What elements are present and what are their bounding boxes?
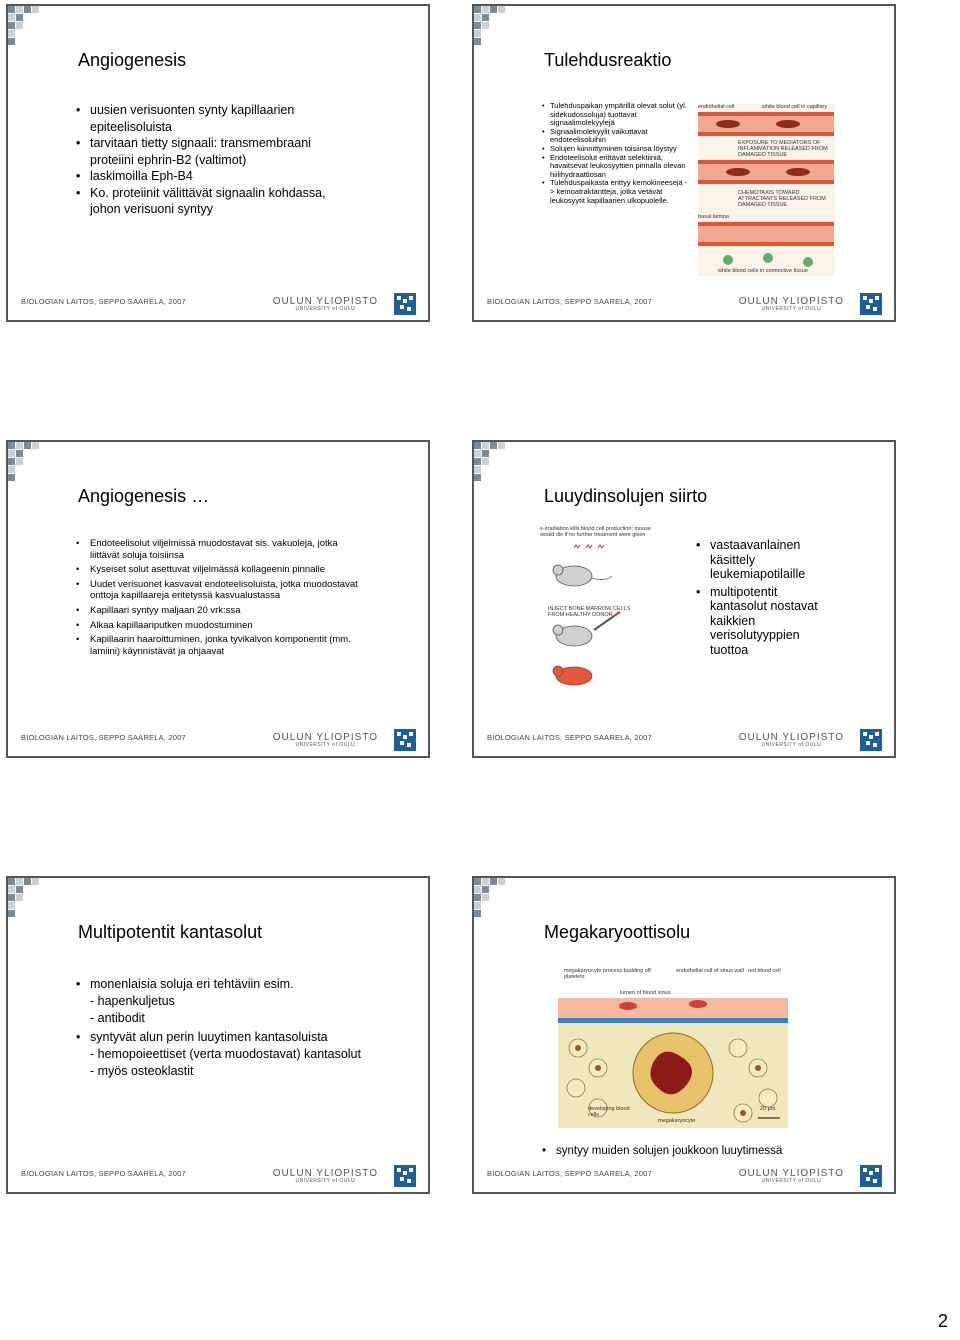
list-item: • Ko. proteiinit välittävät signaalin kohdassa, johon verisuoni syntyy: [74, 185, 354, 218]
decoration-squares-icon: [474, 878, 508, 928]
university-name: OULUN YLIOPISTO: [272, 1168, 378, 1179]
university-name: OULUN YLIOPISTO: [272, 296, 378, 307]
decoration-squares-icon: [8, 878, 42, 928]
university-wordmark: [273, 296, 378, 312]
list-item: • Kapillaari syntyy maljaan 20 vrk:ssa: [74, 605, 364, 617]
figure-label: INJECT BONE MARROW CELLS FROM HEALTHY DONOR: [548, 606, 631, 618]
university-logo-icon: [394, 293, 416, 315]
slide-megakaryoottisolu: [472, 876, 896, 1194]
slide-title: Megakaryoottisolu: [544, 922, 691, 942]
list-item: • Kapillaarin haaroittuminen, jonka tyvikalvon komponentit (mm. lamiini) käynnistävät ja ohjaavat: [74, 634, 364, 657]
university-name: OULUN YLIOPISTO: [738, 1168, 844, 1179]
university-logo-icon: [860, 293, 882, 315]
university-name: OULUN YLIOPISTO: [272, 732, 378, 743]
university-subtitle: UNIVERSITY of OULU: [761, 1178, 822, 1184]
slide-title: Angiogenesis …: [78, 486, 210, 506]
list-item: • multipotentit kantasolut nostavat kaikkien verisolutyyppien tuottoa: [694, 585, 834, 658]
list-item: • laskimoilla Eph-B4: [74, 168, 354, 185]
slide-title: Luuydinsolujen siirto: [544, 486, 708, 506]
list-item: • Endoteelisolut viljelmissä muodostavat sis. vakuoleja, jotka liittävät soluja toisiinsa: [74, 538, 364, 561]
slide-tulehdusreaktio: [472, 4, 896, 322]
bullet-list: [694, 538, 834, 657]
list-item: • Tulehduspaikasta erittyy kemokineesejä -> kemoatraktantteja, jotka vetävät leukosyytit kapillaarien ulkopuolelle.: [540, 179, 688, 205]
figure-label: endothelial cell of sinus wall: [676, 968, 744, 974]
figure-label: basal lamina: [698, 214, 729, 220]
university-subtitle: UNIVERSITY of OULU: [295, 306, 356, 312]
decoration-squares-icon: [8, 6, 42, 56]
figure-label: red blood cell: [748, 968, 781, 974]
bullet-list: [74, 102, 354, 218]
footer-text: BIOLOGIAN LAITOS, SEPPO SAARELA, 2007: [21, 1169, 186, 1178]
university-logo-icon: [394, 1165, 416, 1187]
figure-label: endothelial cell: [698, 104, 735, 110]
bullet-list: [74, 538, 364, 657]
figure-label: white blood cells in connective tissue: [718, 268, 808, 274]
footer-text: BIOLOGIAN LAITOS, SEPPO SAARELA, 2007: [487, 733, 652, 742]
university-logo-icon: [394, 729, 416, 751]
list-item: • tarvitaan tietty signaali: transmembraani proteiini ephrin-B2 (valtimot): [74, 135, 354, 168]
university-wordmark: [739, 296, 844, 312]
slide-multipotentit-kantasolut: [6, 876, 430, 1194]
university-subtitle: UNIVERSITY of OULU: [295, 742, 356, 748]
figure-label: 20 µm: [760, 1106, 776, 1112]
slide-title: Multipotentit kantasolut: [78, 922, 263, 942]
list-item: • monenlaisia soluja eri tehtäviin esim. - hapenkuljetus - antibodit: [74, 976, 374, 1027]
figure-label: megakaryocyte process budding off platelets: [564, 968, 651, 980]
university-logo-icon: [860, 1165, 882, 1187]
list-item: • syntyy muiden solujen joukkoon luuytimessä: [540, 1144, 840, 1158]
figure-label: developing blood cells: [588, 1106, 630, 1118]
list-item: • Solujen kiinnittyminen toisiinsa löystyy: [540, 145, 688, 154]
figure-label: x-irradiation kills blood cell production; mouse would die if no further treatment were given: [540, 526, 651, 538]
bone-marrow-transplant-figure: [534, 526, 654, 686]
university-wordmark: [273, 732, 378, 748]
university-name: OULUN YLIOPISTO: [738, 296, 844, 307]
inflammation-figure: [698, 104, 834, 276]
bone-marrow-illustration: [558, 968, 788, 1128]
figure-label: lumen of blood sinus: [620, 990, 671, 996]
decoration-squares-icon: [474, 442, 508, 492]
university-subtitle: UNIVERSITY of OULU: [761, 742, 822, 748]
footer-text: BIOLOGIAN LAITOS, SEPPO SAARELA, 2007: [487, 1169, 652, 1178]
list-item: • uusien verisuonten synty kapillaarien epiteelisoluista: [74, 102, 354, 135]
list-item: • Endoteelisolut erittävät selektiiniä, havaitsevat leukosyyttien pinnalla olevan hiilihydraattiosan: [540, 154, 688, 180]
university-subtitle: UNIVERSITY of OULU: [761, 306, 822, 312]
university-subtitle: UNIVERSITY of OULU: [295, 1178, 356, 1184]
list-item: • vastaavanlainen käsittely leukemiapotilaille: [694, 538, 834, 582]
page-number: 2: [937, 1311, 948, 1331]
bullet-list: [74, 976, 374, 1080]
figure-label: CHEMOTAXIS TOWARD ATTRACTANTS RELEASED FROM DAMAGED TISSUE: [738, 190, 826, 208]
list-item: • Signaalimolekyylit vaikuttavat endoteelisoluihin: [540, 128, 688, 145]
figure-label: EXPOSURE TO MEDIATORS OF INFLAMMATION RELEASED FROM DAMAGED TISSUE: [738, 140, 828, 158]
list-item: • Alkaa kapillaariputken muodostuminen: [74, 620, 364, 632]
slide-angiogenesis: [6, 4, 430, 322]
figure-label: megakaryocyte: [658, 1118, 696, 1124]
university-wordmark: [739, 732, 844, 748]
megakaryocyte-figure: [558, 968, 788, 1128]
footer-text: BIOLOGIAN LAITOS, SEPPO SAARELA, 2007: [21, 297, 186, 306]
list-item: • Uudet verisuonet kasvavat endoteelisoluista, jotka muodostavat onttoja kapillaareja eritetyssä kasvualustassa: [74, 579, 364, 602]
slide-title: Tulehdusreaktio: [544, 50, 672, 70]
university-name: OULUN YLIOPISTO: [738, 732, 844, 743]
slide-angiogenesis-continued: [6, 440, 430, 758]
footer-text: BIOLOGIAN LAITOS, SEPPO SAARELA, 2007: [487, 297, 652, 306]
decoration-squares-icon: [474, 6, 508, 56]
university-wordmark: [739, 1168, 844, 1184]
slide-title: Angiogenesis: [78, 50, 187, 70]
list-item: • syntyvät alun perin luuytimen kantasoluista - hemopoieettiset (verta muodostavat) kantasolut - myös osteoklastit: [74, 1029, 374, 1080]
slide-luuydinsolujen-siirto: [472, 440, 896, 758]
figure-label: white blood cell in capillary: [762, 104, 828, 110]
university-logo-icon: [860, 729, 882, 751]
footer-text: BIOLOGIAN LAITOS, SEPPO SAARELA, 2007: [21, 733, 186, 742]
bullet-list: [540, 1144, 840, 1158]
decoration-squares-icon: [8, 442, 42, 492]
list-item: • Kyseiset solut asettuvat viljelmässä kollageenin pinnalle: [74, 564, 364, 576]
list-item: • Tulehduspaikan ympärillä olevat solut (yl. sidekudossoluja) tuottavat signaalimolekyylejä: [540, 102, 688, 128]
bullet-list: [540, 102, 688, 205]
university-wordmark: [273, 1168, 378, 1184]
